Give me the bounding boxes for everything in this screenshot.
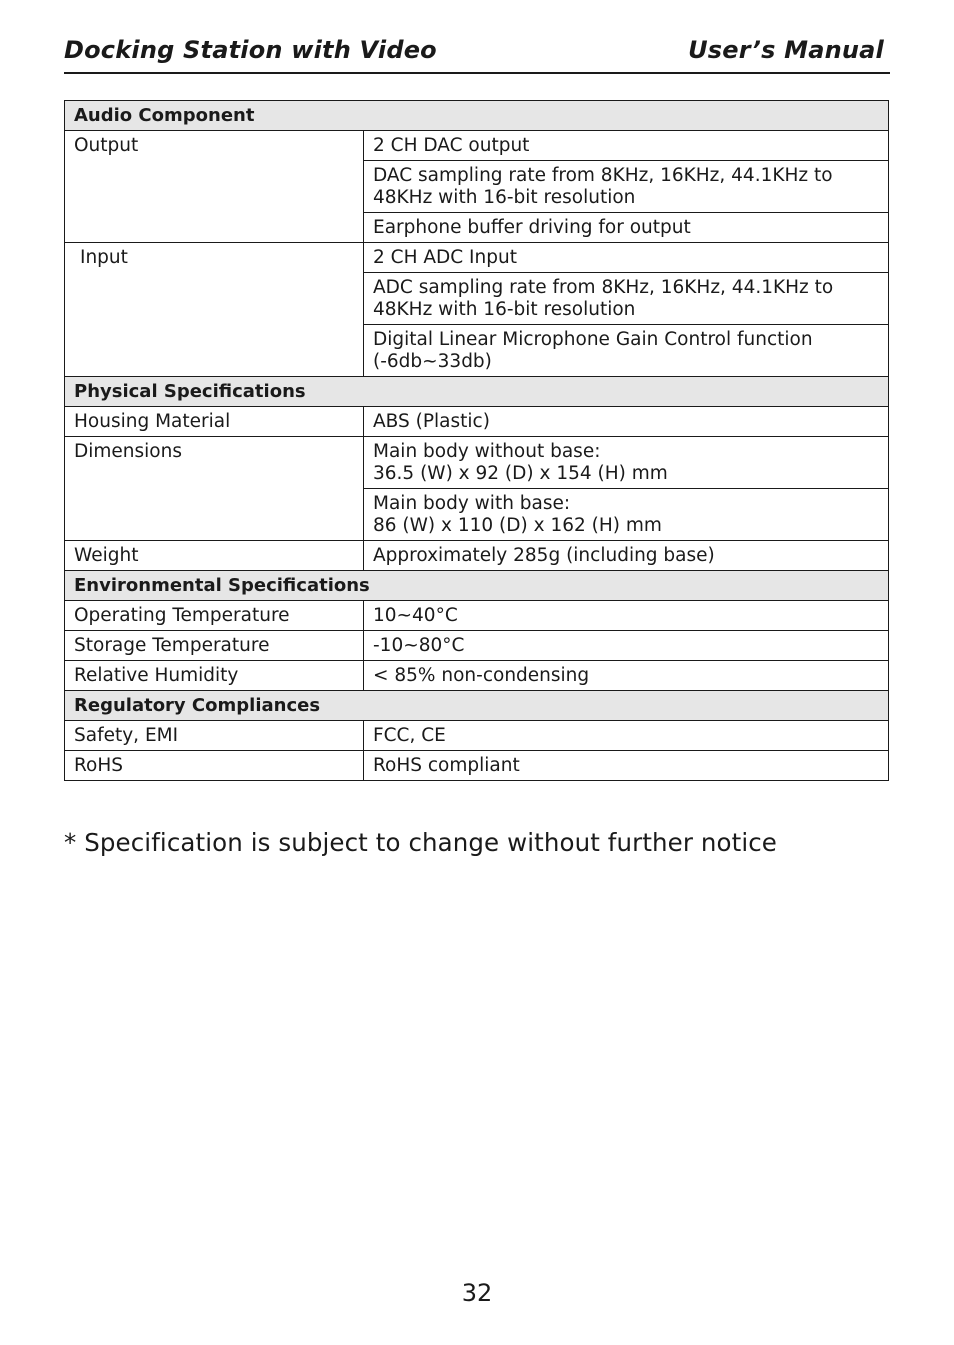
spec-value-housing: ABS (Plastic) (364, 407, 889, 437)
section-row-regulatory (65, 691, 889, 721)
manual-label: User’s Manual (688, 36, 884, 64)
document-title: Docking Station with Video (64, 36, 437, 64)
section-row-physical (65, 377, 889, 407)
spec-value-input-2: ADC sampling rate from 8KHz, 16KHz, 44.1KHz to 48KHz with 16-bit resolution (364, 273, 889, 325)
spec-label-safety: Safety, EMI (65, 721, 364, 751)
page-header (64, 34, 890, 74)
spec-value-storage-temperature: -10~80°C (364, 631, 889, 661)
page-number: 32 (461, 1279, 493, 1307)
section-row-audio (65, 101, 889, 131)
dimensions-1-line2: 36.5 (W) x 92 (D) x 154 (H) mm (373, 463, 668, 484)
dimensions-2-line2: 86 (W) x 110 (D) x 162 (H) mm (373, 515, 662, 536)
section-heading-environmental: Environmental Specifications (65, 571, 889, 601)
spec-value-rohs: RoHS compliant (364, 751, 889, 781)
spec-value-output-3: Earphone buffer driving for output (364, 213, 889, 243)
table-row (65, 661, 889, 691)
section-heading-regulatory: Regulatory Compliances (65, 691, 889, 721)
dimensions-2-line1: Main body with base: (373, 493, 571, 514)
spec-label-operating-temperature: Operating Temperature (65, 601, 364, 631)
spec-label-housing: Housing Material (65, 407, 364, 437)
spec-value-dimensions-2 (364, 489, 889, 541)
table-row (65, 437, 889, 489)
table-row (65, 721, 889, 751)
spec-value-input-3: Digital Linear Microphone Gain Control function (-6db~33db) (364, 325, 889, 377)
spec-value-weight: Approximately 285g (including base) (364, 541, 889, 571)
spec-value-output-2: DAC sampling rate from 8KHz, 16KHz, 44.1KHz to 48KHz with 16-bit resolution (364, 161, 889, 213)
spec-label-output: Output (65, 131, 364, 243)
spec-label-rohs: RoHS (65, 751, 364, 781)
section-heading-physical: Physical Specifications (65, 377, 889, 407)
spec-value-humidity: < 85% non-condensing (364, 661, 889, 691)
section-row-environmental (65, 571, 889, 601)
table-row (65, 631, 889, 661)
table-row (65, 131, 889, 161)
specification-note: * Specification is subject to change without further notice (64, 828, 777, 857)
spec-label-humidity: Relative Humidity (65, 661, 364, 691)
table-row (65, 601, 889, 631)
spec-value-input-1: 2 CH ADC Input (364, 243, 889, 273)
spec-value-operating-temperature: 10~40°C (364, 601, 889, 631)
table-row (65, 243, 889, 273)
spec-value-safety: FCC, CE (364, 721, 889, 751)
dimensions-1-line1: Main body without base: (373, 441, 601, 462)
spec-label-storage-temperature: Storage Temperature (65, 631, 364, 661)
spec-label-dimensions: Dimensions (65, 437, 364, 541)
spec-value-output-1: 2 CH DAC output (364, 131, 889, 161)
spec-label-input-cell (65, 243, 364, 377)
table-row (65, 541, 889, 571)
section-heading-audio: Audio Component (65, 101, 889, 131)
spec-label-input: Input (80, 247, 128, 268)
table-row (65, 751, 889, 781)
spec-value-dimensions-1 (364, 437, 889, 489)
specification-table (64, 100, 889, 781)
spec-label-weight: Weight (65, 541, 364, 571)
table-row (65, 407, 889, 437)
